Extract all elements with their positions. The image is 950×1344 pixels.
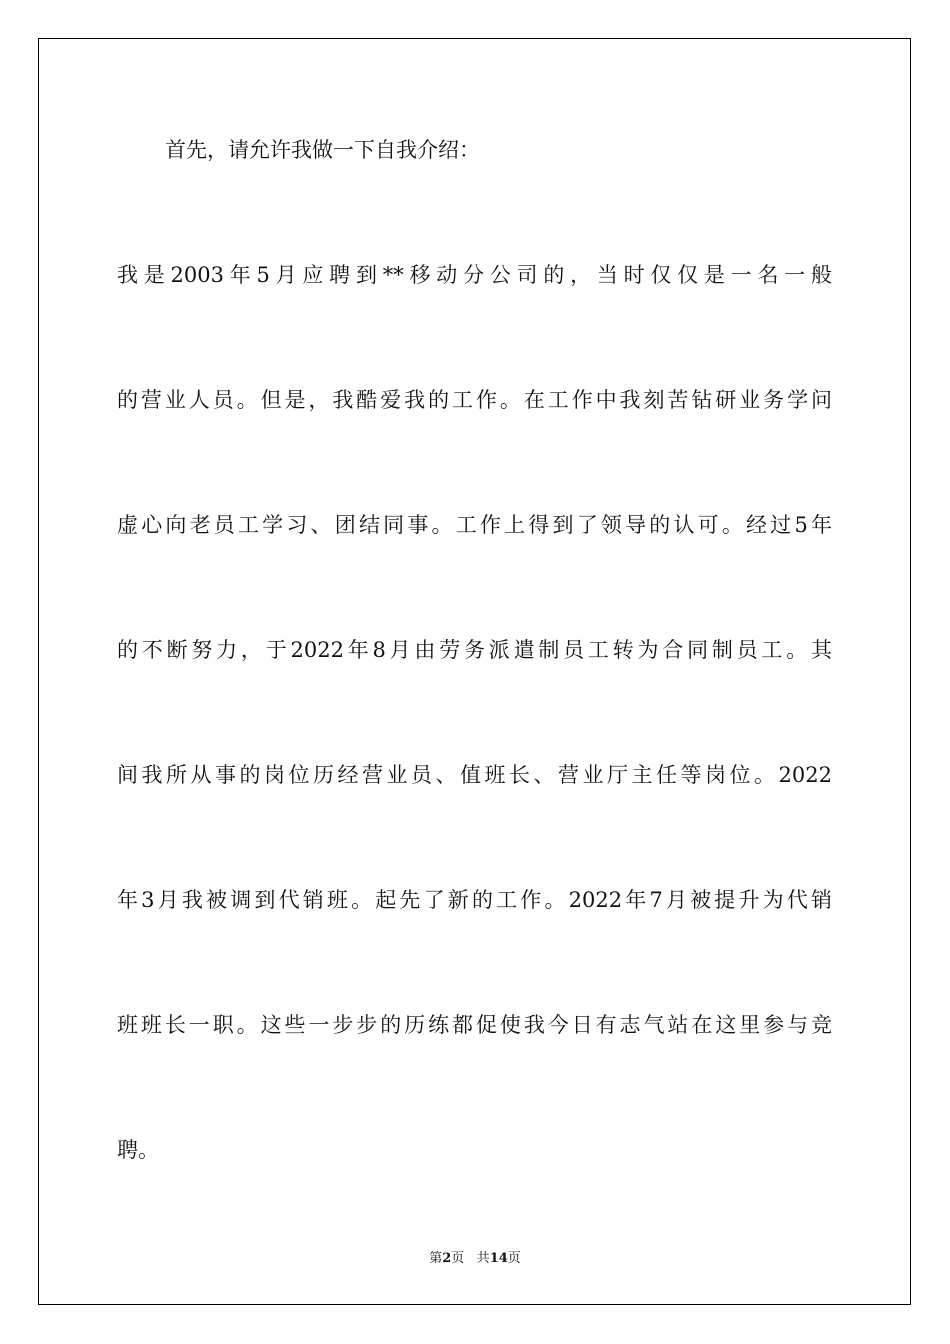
- text-line-4: 虚心向老员工学习、团结同事。工作上得到了领导的认可。经过5年: [117, 513, 832, 537]
- footer-page-prefix: 第: [429, 1251, 443, 1266]
- text-line-6: 间我所从事的岗位历经营业员、值班长、营业厅主任等岗位。2022: [117, 763, 832, 787]
- footer-page-suffix: 页: [451, 1251, 465, 1266]
- text-line-8: 班班长一职。这些一步步的历练都促使我今日有志气站在这里参与竞: [117, 1013, 832, 1037]
- text-line-3: 的营业人员。但是，我酷爱我的工作。在工作中我刻苦钻研业务学问: [117, 388, 832, 412]
- text-line-5: 的不断努力，于2022年8月由劳务派遣制员工转为合同制员工。其: [117, 638, 832, 662]
- footer-page-number: 2: [442, 1251, 452, 1266]
- text-line-9: 聘。: [117, 1138, 159, 1162]
- page-border: [38, 38, 911, 1305]
- footer-total-suffix: 页: [507, 1251, 521, 1266]
- footer-total-prefix: 共: [476, 1251, 490, 1266]
- text-line-7: 年3月我被调到代销班。起先了新的工作。2022年7月被提升为代销: [117, 888, 832, 912]
- footer-total-pages: 14: [489, 1251, 508, 1266]
- page-footer: [0, 1247, 950, 1266]
- text-line-1: 首先，请允许我做一下自我介绍：: [165, 138, 480, 162]
- text-line-2: 我是2003年5月应聘到**移动分公司的，当时仅仅是一名一般: [117, 263, 832, 287]
